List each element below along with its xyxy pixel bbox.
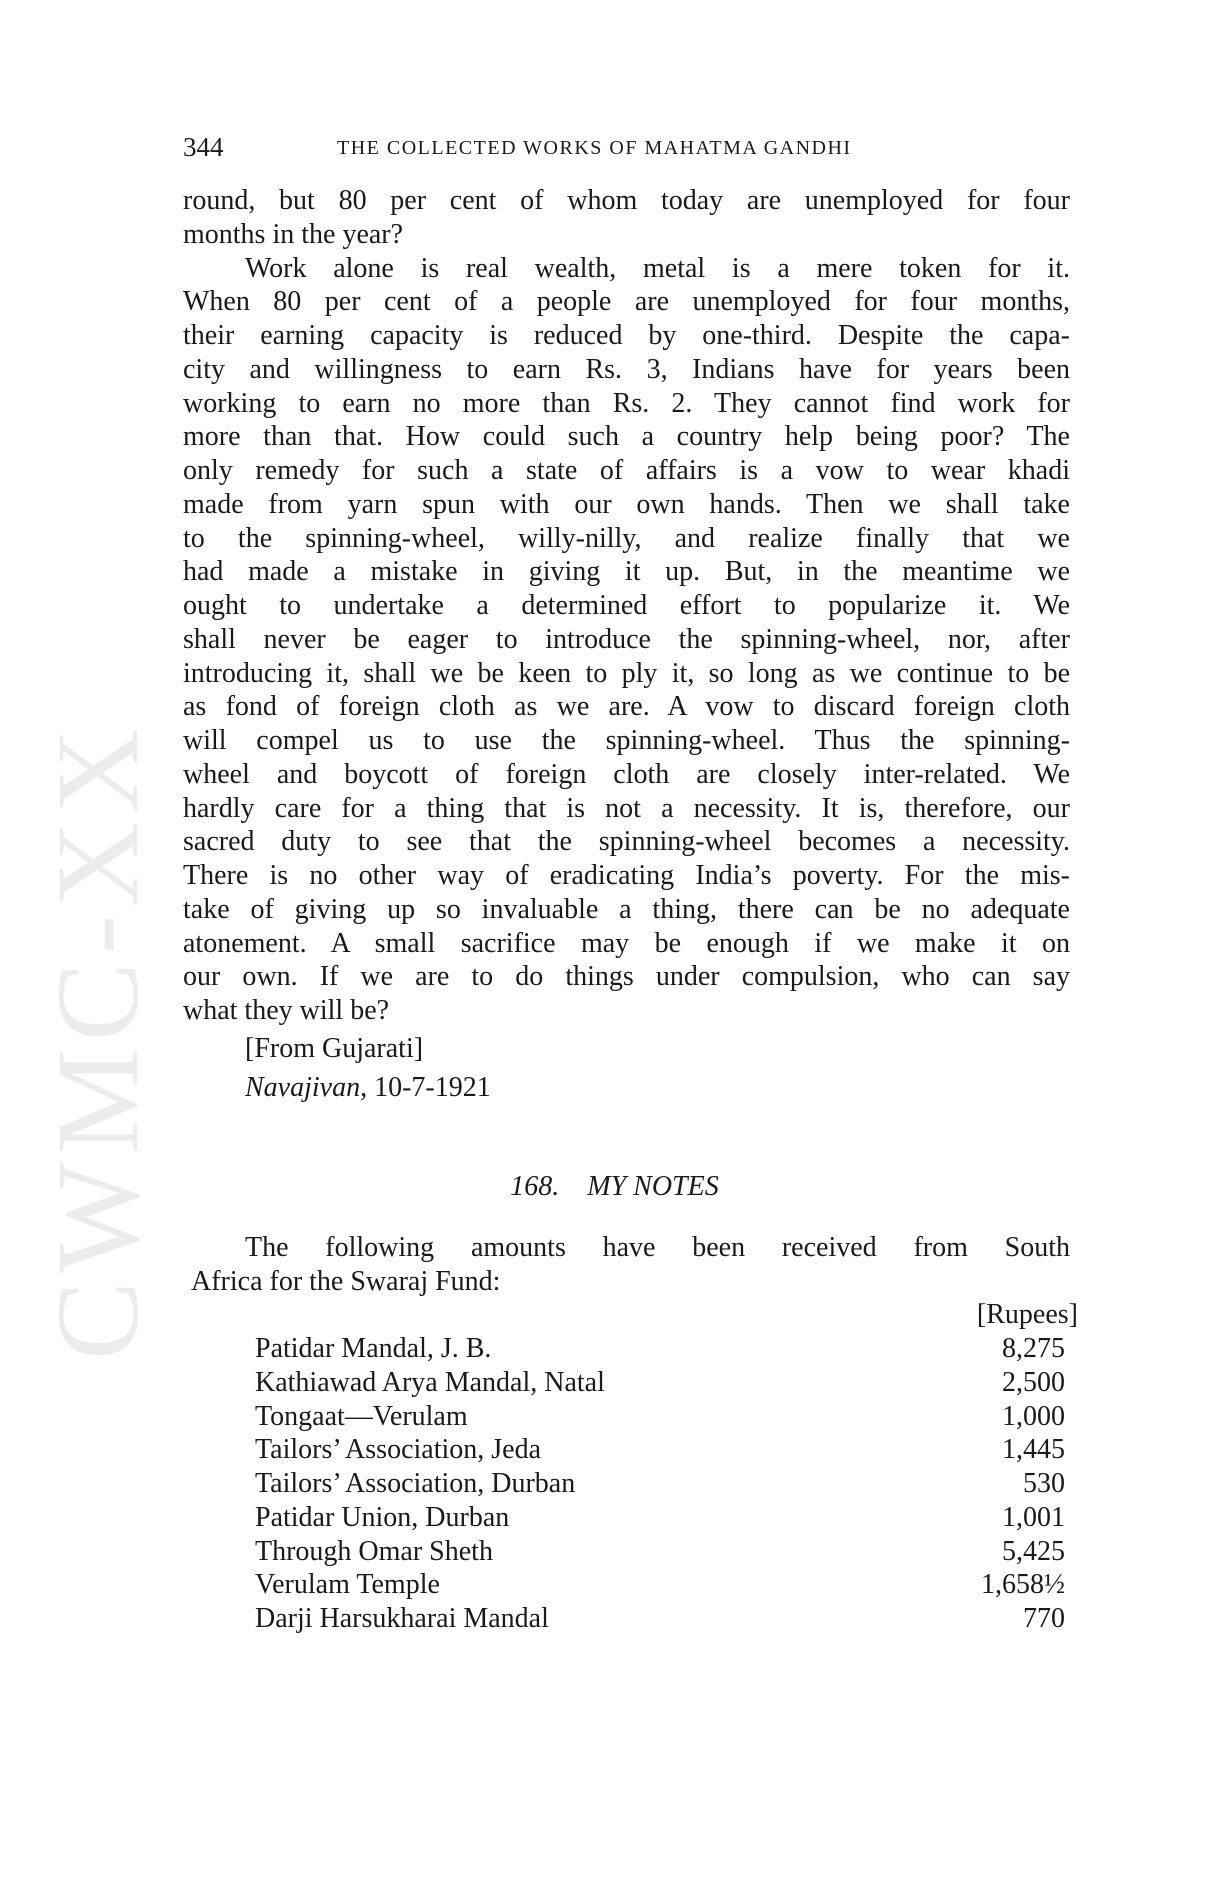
donor-name: Kathiawad Arya Mandal, Natal xyxy=(255,1366,605,1398)
text-line: had made a mistake in giving it up. But, in the meantime we xyxy=(183,556,1070,588)
donation-amount: 1,658½ xyxy=(981,1569,1065,1601)
donor-name: Patidar Union, Durban xyxy=(255,1501,510,1533)
text-line: made from yarn spun with our own hands. Then we shall take xyxy=(183,488,1070,520)
text-line: what they will be? xyxy=(183,995,390,1026)
text-line: take of giving up so invaluable a thing, there can be no adequate xyxy=(183,893,1070,925)
text-line: introducing it, shall we be keen to ply it, so long as we continue to be xyxy=(183,657,1070,689)
donation-amount: 1,000 xyxy=(1002,1400,1065,1432)
text-line: their earning capacity is reduced by one-third. Despite the capa- xyxy=(183,320,1070,351)
text-line: hardly care for a thing that is not a necessity. It is, therefore, our xyxy=(183,792,1070,824)
text-line: Africa for the Swaraj Fund: xyxy=(191,1265,501,1297)
text-line: wheel and boycott of foreign cloth are closely inter-related. We xyxy=(183,758,1070,790)
donation-amount: 2,500 xyxy=(1002,1366,1065,1398)
text-line: The following amounts have been received from South xyxy=(245,1232,1070,1263)
donor-name: Patidar Mandal, J. B. xyxy=(255,1333,492,1364)
donor-name: Tongaat—Verulam xyxy=(255,1400,468,1432)
section-number: 168. xyxy=(510,1171,560,1202)
text-line: ought to undertake a determined effort to popularize it. We xyxy=(183,590,1070,621)
unit-label: [Rupees] xyxy=(976,1299,1078,1330)
donor-name: Darji Harsukharai Mandal xyxy=(255,1603,549,1634)
source-note: [From Gujarati] xyxy=(245,1033,424,1064)
text-line: When 80 per cent of a people are unemployed for four months, xyxy=(183,286,1070,318)
section-heading: MY NOTES xyxy=(587,1171,719,1202)
text-line: more than that. How could such a country help being poor? The xyxy=(183,421,1070,453)
donor-name: Verulam Temple xyxy=(255,1569,440,1601)
running-title: THE COLLECTED WORKS OF MAHATMA GANDHI xyxy=(337,137,852,159)
donation-amount: 5,425 xyxy=(1002,1535,1065,1567)
text-line: our own. If we are to do things under compulsion, who can say xyxy=(183,961,1070,993)
text-line: There is no other way of eradicating India’s poverty. For the mis- xyxy=(183,860,1070,891)
donor-name: Through Omar Sheth xyxy=(255,1535,493,1567)
text-line: round, but 80 per cent of whom today are unemployed for four xyxy=(183,185,1070,216)
donation-amount: 1,445 xyxy=(1002,1434,1065,1466)
page-number: 344 xyxy=(183,132,224,162)
text-line: sacred duty to see that the spinning-wheel becomes a necessity. xyxy=(183,826,1070,858)
section-title xyxy=(0,1170,1229,1204)
text-line: will compel us to use the spinning-wheel. Thus the spinning- xyxy=(183,725,1070,756)
citation-date: 10-7-1921 xyxy=(374,1072,491,1103)
text-line: months in the year? xyxy=(183,218,404,250)
text-line: as fond of foreign cloth as we are. A vow to discard foreign cloth xyxy=(183,691,1070,723)
donor-name: Tailors’ Association, Jeda xyxy=(255,1434,542,1466)
text-line: to the spinning-wheel, willy-nilly, and realize finally that we xyxy=(183,522,1070,554)
donation-amount: 530 xyxy=(1023,1468,1065,1499)
watermark: CWMC-XX xyxy=(32,720,163,1360)
donation-amount: 8,275 xyxy=(1002,1333,1065,1364)
text-line: working to earn no more than Rs. 2. They cannot find work for xyxy=(183,387,1070,419)
donor-name: Tailors’ Association, Durban xyxy=(255,1468,576,1499)
citation-journal: Navajivan, xyxy=(245,1072,368,1103)
text-line: only remedy for such a state of affairs is a vow to wear khadi xyxy=(183,455,1070,486)
text-line: shall never be eager to introduce the spinning-wheel, nor, after xyxy=(183,623,1070,655)
text-line: city and willingness to earn Rs. 3, Indians have for years been xyxy=(183,353,1070,385)
donation-amount: 770 xyxy=(1023,1603,1065,1634)
text-line: atonement. A small sacrifice may be enough if we make it on xyxy=(183,927,1070,959)
text-line: Work alone is real wealth, metal is a mere token for it. xyxy=(245,252,1070,284)
citation xyxy=(245,1071,491,1105)
donation-amount: 1,001 xyxy=(1002,1501,1065,1533)
